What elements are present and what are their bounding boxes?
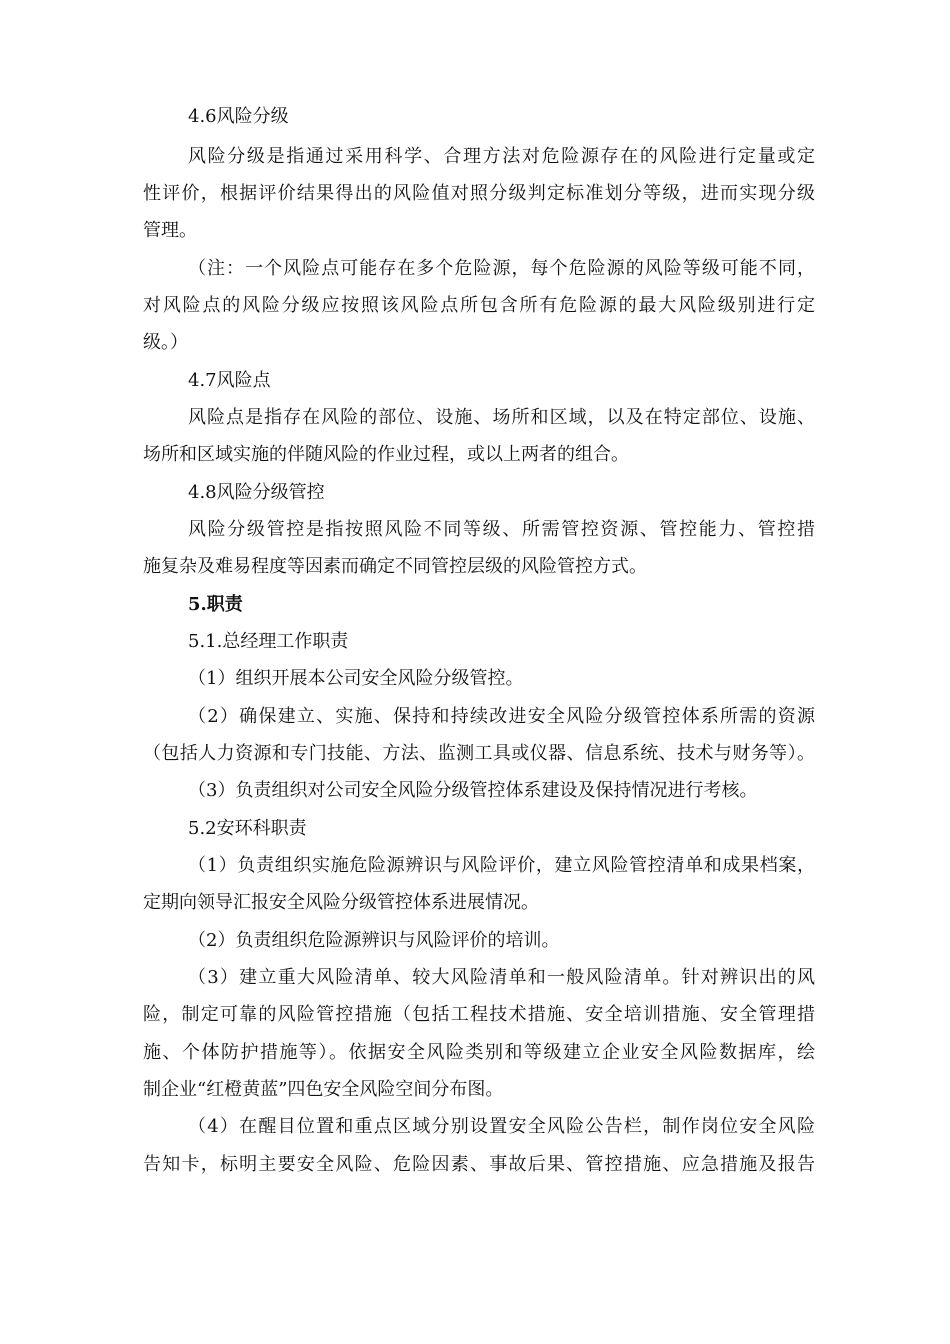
list-item: （包括人力资源和专门技能、方法、监测工具或仪器、信息系统、技术与财务等）。 bbox=[143, 743, 815, 764]
note-line: 对风险点的风险分级应按照该风险点所包含所有危险源的最大风险级别进行定 bbox=[143, 295, 815, 316]
subsection-heading-5-1: 5.1.总经理工作职责 bbox=[188, 631, 349, 652]
paragraph-line: 施复杂及难易程度等因素而确定不同管控层级的风险管控方式。 bbox=[143, 556, 647, 577]
list-item: 定期向领导汇报安全风险分级管控体系进展情况。 bbox=[143, 892, 539, 913]
paragraph-line: 风险分级管控是指按照风险不同等级、所需管控资源、管控能力、管控措 bbox=[188, 519, 815, 540]
paragraph-line: 风险分级是指通过采用科学、合理方法对危险源存在的风险进行定量或定 bbox=[188, 146, 815, 167]
section-heading-5: 5.职责 bbox=[188, 594, 243, 615]
list-item: 险，制定可靠的风险管控措施（包括工程技术措施、安全培训措施、安全管理措 bbox=[143, 1004, 815, 1025]
list-item: 制企业“红橙黄蓝”四色安全风险空间分布图。 bbox=[143, 1079, 504, 1100]
list-item: （2）确保建立、实施、保持和持续改进安全风险分级管控体系所需的资源 bbox=[188, 706, 815, 727]
paragraph-line: 风险点是指存在风险的部位、设施、场所和区域，以及在特定部位、设施、 bbox=[188, 407, 815, 428]
paragraph-line: 场所和区域实施的伴随风险的作业过程，或以上两者的组合。 bbox=[143, 444, 629, 465]
note-line: （注：一个风险点可能存在多个危险源，每个危险源的风险等级可能不同， bbox=[188, 258, 815, 279]
subsection-heading-5-2: 5.2安环科职责 bbox=[188, 818, 307, 839]
list-item: （2）负责组织危险源辨识与风险评价的培训。 bbox=[188, 930, 560, 951]
paragraph-line: 性评价，根据评价结果得出的风险值对照分级判定标准划分等级，进而实现分级 bbox=[143, 183, 815, 204]
section-heading-4-7: 4.7风险点 bbox=[188, 370, 271, 391]
list-item: 施、个体防护措施等）。依据安全风险类别和等级建立企业安全风险数据库，绘 bbox=[143, 1042, 815, 1063]
note-line: 级。） bbox=[143, 332, 188, 353]
section-heading-4-8: 4.8风险分级管控 bbox=[188, 482, 325, 503]
list-item: 告知卡，标明主要安全风险、危险因素、事故后果、管控措施、应急措施及报告 bbox=[143, 1154, 815, 1175]
list-item: （4）在醒目位置和重点区域分别设置安全风险公告栏，制作岗位安全风险 bbox=[188, 1116, 815, 1137]
list-item: （1）负责组织实施危险源辨识与风险评价，建立风险管控清单和成果档案， bbox=[188, 855, 815, 876]
list-item: （3）建立重大风险清单、较大风险清单和一般风险清单。针对辨识出的风 bbox=[188, 967, 815, 988]
section-heading-4-6: 4.6风险分级 bbox=[188, 106, 289, 127]
list-item: （3）负责组织对公司安全风险分级管控体系建设及保持情况进行考核。 bbox=[188, 780, 758, 801]
list-item: （1）组织开展本公司安全风险分级管控。 bbox=[188, 668, 524, 689]
paragraph-line: 管理。 bbox=[143, 220, 197, 241]
